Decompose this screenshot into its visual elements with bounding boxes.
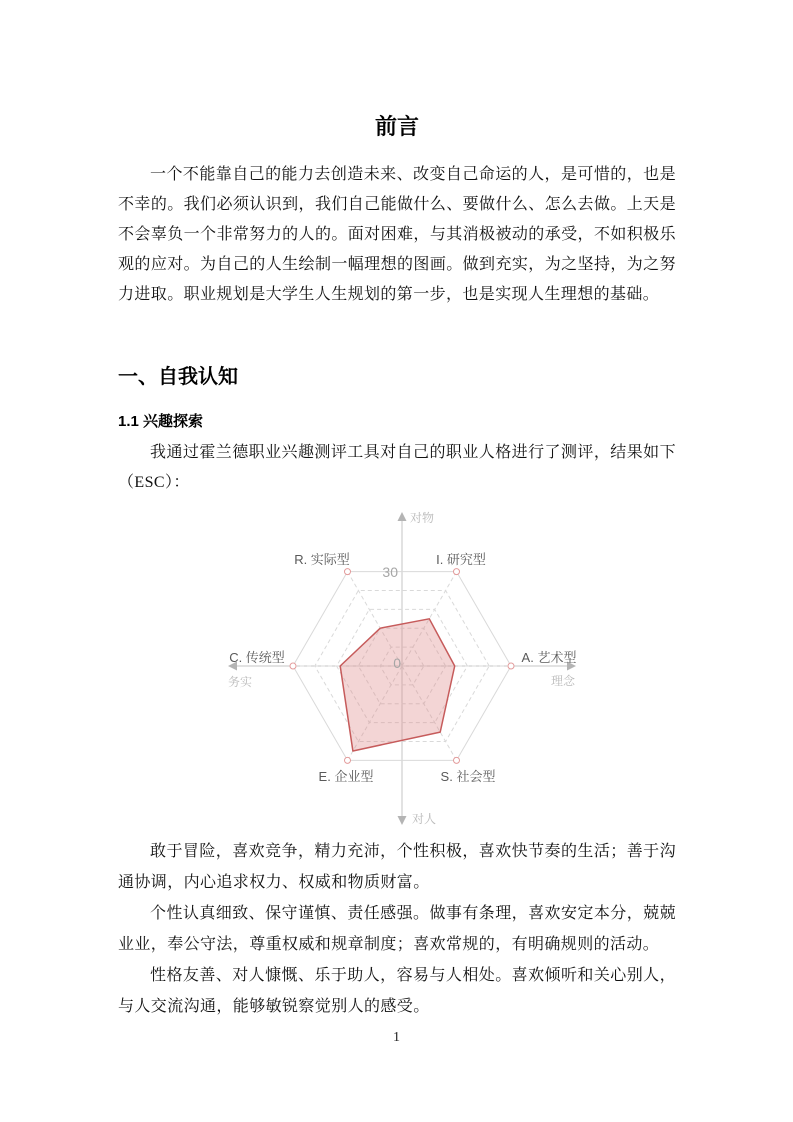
scale-min-label: 0 — [393, 655, 401, 671]
direction-label-bottom: 对人 — [412, 812, 437, 826]
axis-arrow-up-icon — [398, 512, 407, 521]
analysis-paragraph-enterprising: 敢于冒险，喜欢竞争，精力充沛，个性积极，喜欢快节奏的生活；善于沟通协调，内心追求权力、权威和物质财富。 — [118, 843, 676, 891]
direction-label-top: 对物 — [410, 511, 435, 525]
category-label-investigative: I. 研究型 — [436, 552, 486, 567]
vertex-dot — [290, 663, 296, 669]
scale-max-label: 30 — [382, 564, 398, 580]
category-label-artistic: A. 艺术型 — [521, 650, 577, 665]
analysis-paragraph-conventional: 个性认真细致、保守谨慎、责任感强。做事有条理，喜欢安定本分，兢兢业业，奉公守法，尊重权威和规章制度；喜欢常规的，有明确规则的活动。 — [118, 905, 676, 953]
page-title: 前言 — [374, 114, 419, 139]
analysis-block — [118, 836, 676, 1022]
section-subheading: 1.1 兴趣探索 — [118, 413, 204, 430]
direction-label-right: 理念 — [551, 674, 576, 688]
vertex-dot — [508, 663, 514, 669]
preface-paragraph: 一个不能靠自己的能力去创造未来、改变自己命运的人，是可惜的，也是不幸的。我们必须认识到，我们自己能做什么、要做什么、怎么去做。上天是不会辜负一个非常努力的人的。面对困难，与其消极被动的承受，不如积极乐观的应对。为自己的人生绘制一幅理想的图画。做到充实，为之坚持，为之努力进取。职业规划是大学生人生规划的第一步，也是实现人生理想的基础。 — [118, 166, 676, 303]
radar-chart — [222, 505, 582, 835]
radar-data-polygon — [340, 619, 455, 751]
page-number: 1 — [393, 1030, 400, 1045]
category-label-conventional: C. 传统型 — [229, 650, 285, 665]
analysis-paragraph-social: 性格友善、对人慷慨、乐于助人，容易与人相处。喜欢倾听和关心别人，与人交流沟通，能够敏锐察觉别人的感受。 — [118, 967, 676, 1015]
vertex-dot — [454, 757, 460, 763]
vertex-dot — [345, 757, 351, 763]
radar-chart-container — [222, 505, 582, 835]
section-heading: 一、自我认知 — [118, 366, 238, 388]
vertex-dot — [345, 569, 351, 575]
intro-paragraph: 我通过霍兰德职业兴趣测评工具对自己的职业人格进行了测评，结果如下（ESC）： — [118, 444, 676, 491]
direction-label-left: 务实 — [228, 675, 253, 689]
category-label-enterprising: E. 企业型 — [318, 769, 374, 784]
category-label-realistic: R. 实际型 — [294, 552, 350, 567]
axis-arrow-down-icon — [398, 816, 407, 825]
vertex-dot — [454, 569, 460, 575]
category-label-social: S. 社会型 — [440, 769, 496, 784]
